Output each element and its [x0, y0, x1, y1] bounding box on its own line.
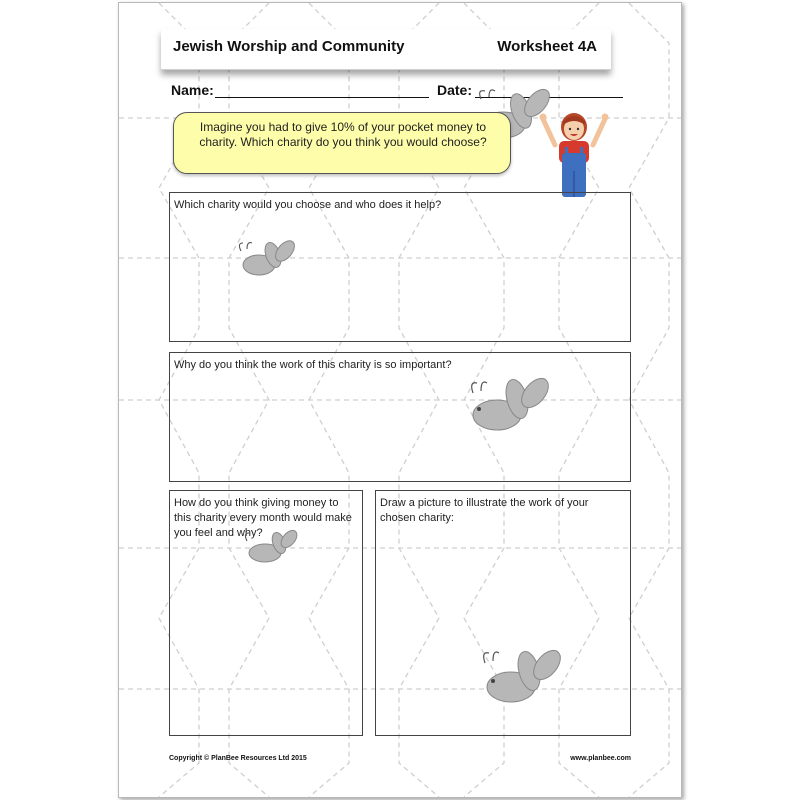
answer-box-2[interactable]: [169, 352, 631, 482]
bee-icon: [479, 645, 565, 711]
girl-character-icon: [539, 109, 609, 197]
name-label: Name:: [171, 82, 214, 98]
bee-icon: [237, 237, 297, 283]
page-title: Jewish Worship and Community: [173, 38, 405, 55]
title-banner: [161, 29, 611, 70]
box1-prompt: Which charity would you choose and who does it help?: [174, 199, 442, 211]
box4-prompt: Draw a picture to illustrate the work of your chosen charity:: [380, 497, 589, 524]
website-link[interactable]: www.planbee.com: [570, 755, 631, 762]
box3-prompt: How do you think giving money to this charity every month would make you feel and why?: [174, 497, 352, 539]
date-label: Date:: [437, 82, 473, 98]
bee-icon: [243, 527, 303, 567]
prompt-bubble: [173, 112, 511, 174]
copyright-text: Copyright © PlanBee Resources Ltd 2015: [169, 755, 307, 762]
bubble-text: Imagine you had to give 10% of your pocket money to charity. Which charity do you think you would choose?: [199, 120, 487, 149]
bee-icon: [467, 375, 553, 439]
name-line[interactable]: [215, 97, 429, 98]
box2-prompt: Why do you think the work of this charity is so important?: [174, 359, 452, 371]
worksheet-number: Worksheet 4A: [497, 38, 597, 55]
worksheet-page: [118, 2, 682, 798]
